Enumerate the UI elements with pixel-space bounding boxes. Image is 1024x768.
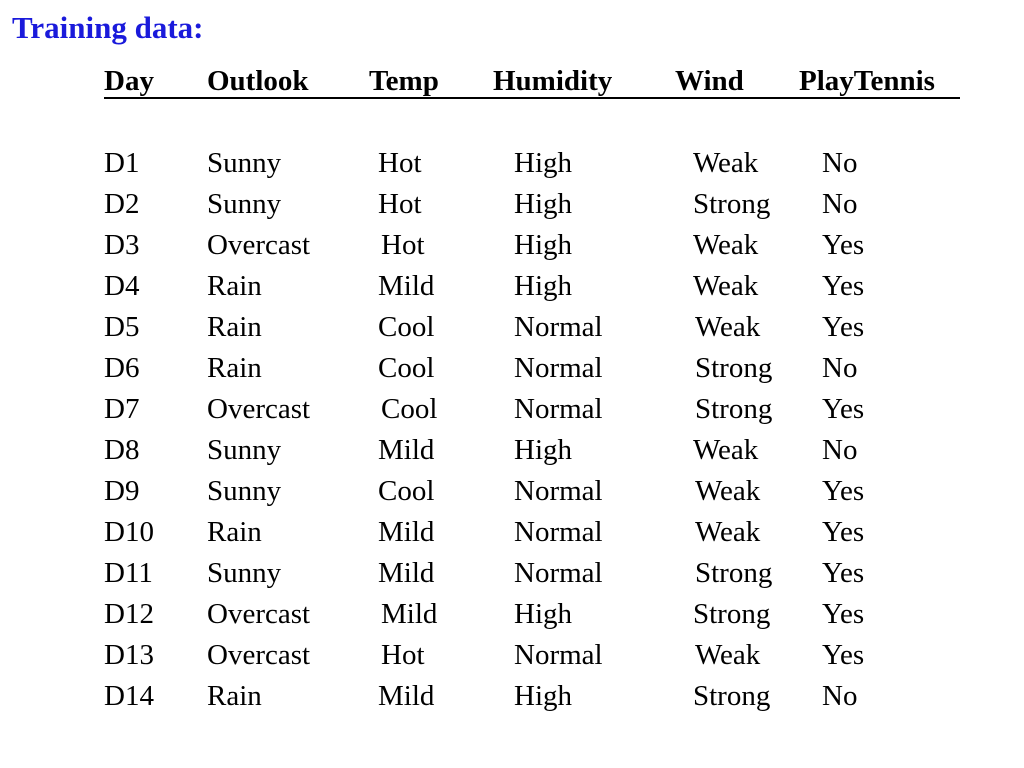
cell-wind: Weak xyxy=(693,434,759,466)
cell-temp: Mild xyxy=(378,557,435,589)
cell-outlook: Rain xyxy=(207,311,262,343)
cell-temp: Cool xyxy=(381,393,438,425)
cell-temp: Hot xyxy=(378,188,422,220)
cell-playtennis: No xyxy=(822,188,858,220)
cell-day: D14 xyxy=(104,680,154,712)
table-row xyxy=(104,184,904,225)
cell-outlook: Sunny xyxy=(207,557,282,589)
column-header-humidity: Humidity xyxy=(493,65,613,97)
cell-humidity: High xyxy=(514,434,572,466)
cell-humidity: High xyxy=(514,147,572,179)
cell-day: D7 xyxy=(104,393,140,425)
cell-playtennis: Yes xyxy=(822,311,865,343)
cell-playtennis: Yes xyxy=(822,598,865,630)
column-header-temp: Temp xyxy=(369,65,439,97)
table-row xyxy=(104,635,904,676)
cell-outlook: Overcast xyxy=(207,393,311,425)
cell-humidity: High xyxy=(514,229,572,261)
cell-day: D3 xyxy=(104,229,140,261)
cell-humidity: High xyxy=(514,270,572,302)
cell-wind: Weak xyxy=(693,270,759,302)
cell-wind: Weak xyxy=(693,229,759,261)
cell-wind: Weak xyxy=(695,516,761,548)
header-underline xyxy=(104,97,960,99)
cell-temp: Hot xyxy=(381,639,425,671)
cell-outlook: Sunny xyxy=(207,434,282,466)
cell-humidity: Normal xyxy=(514,475,603,507)
cell-temp: Mild xyxy=(378,516,435,548)
cell-playtennis: Yes xyxy=(822,516,865,548)
cell-temp: Mild xyxy=(381,598,438,630)
cell-day: D10 xyxy=(104,516,154,548)
cell-temp: Mild xyxy=(378,434,435,466)
cell-wind: Strong xyxy=(695,393,773,425)
cell-day: D1 xyxy=(104,147,140,179)
table-row xyxy=(104,225,904,266)
table-row xyxy=(104,594,904,635)
cell-outlook: Overcast xyxy=(207,229,311,261)
cell-outlook: Sunny xyxy=(207,147,282,179)
cell-outlook: Rain xyxy=(207,680,262,712)
cell-playtennis: Yes xyxy=(822,639,865,671)
cell-outlook: Sunny xyxy=(207,475,282,507)
table-row xyxy=(104,266,904,307)
cell-wind: Weak xyxy=(693,147,759,179)
cell-playtennis: Yes xyxy=(822,557,865,589)
cell-playtennis: No xyxy=(822,352,858,384)
table-row xyxy=(104,307,904,348)
cell-outlook: Rain xyxy=(207,270,262,302)
cell-temp: Mild xyxy=(378,270,435,302)
table-row xyxy=(104,389,904,430)
cell-outlook: Overcast xyxy=(207,598,311,630)
table-row xyxy=(104,430,904,471)
cell-wind: Weak xyxy=(695,639,761,671)
cell-day: D4 xyxy=(104,270,140,302)
cell-temp: Cool xyxy=(378,311,435,343)
cell-temp: Cool xyxy=(378,352,435,384)
cell-day: D12 xyxy=(104,598,154,630)
cell-day: D8 xyxy=(104,434,140,466)
cell-playtennis: Yes xyxy=(822,475,865,507)
cell-humidity: Normal xyxy=(514,311,603,343)
cell-wind: Strong xyxy=(695,352,773,384)
column-header-outlook: Outlook xyxy=(207,65,309,97)
cell-playtennis: No xyxy=(822,434,858,466)
cell-humidity: Normal xyxy=(514,557,603,589)
cell-day: D6 xyxy=(104,352,140,384)
cell-playtennis: Yes xyxy=(822,393,865,425)
page-title: Training data: xyxy=(12,10,204,45)
cell-outlook: Sunny xyxy=(207,188,282,220)
table-row xyxy=(104,143,904,184)
column-header-wind: Wind xyxy=(675,65,744,97)
cell-day: D11 xyxy=(104,557,153,589)
cell-humidity: Normal xyxy=(514,639,603,671)
cell-temp: Cool xyxy=(378,475,435,507)
cell-humidity: High xyxy=(514,598,572,630)
table-row xyxy=(104,512,904,553)
cell-humidity: High xyxy=(514,188,572,220)
column-header-day: Day xyxy=(104,65,154,97)
cell-humidity: Normal xyxy=(514,516,603,548)
cell-wind: Weak xyxy=(695,311,761,343)
cell-outlook: Rain xyxy=(207,516,262,548)
cell-humidity: Normal xyxy=(514,393,603,425)
table-row xyxy=(104,348,904,389)
cell-day: D9 xyxy=(104,475,140,507)
cell-wind: Strong xyxy=(695,557,773,589)
cell-day: D2 xyxy=(104,188,140,220)
cell-day: D13 xyxy=(104,639,154,671)
cell-temp: Hot xyxy=(378,147,422,179)
cell-playtennis: Yes xyxy=(822,270,865,302)
cell-humidity: Normal xyxy=(514,352,603,384)
cell-wind: Strong xyxy=(693,680,771,712)
cell-humidity: High xyxy=(514,680,572,712)
table-row xyxy=(104,553,904,594)
cell-playtennis: Yes xyxy=(822,229,865,261)
cell-outlook: Overcast xyxy=(207,639,311,671)
table-header xyxy=(104,62,960,102)
table-row xyxy=(104,471,904,512)
cell-wind: Strong xyxy=(693,598,771,630)
table-row xyxy=(104,676,904,717)
cell-wind: Strong xyxy=(693,188,771,220)
cell-playtennis: No xyxy=(822,680,858,712)
cell-temp: Hot xyxy=(381,229,425,261)
cell-wind: Weak xyxy=(695,475,761,507)
column-header-playtennis: PlayTennis xyxy=(799,65,935,97)
cell-outlook: Rain xyxy=(207,352,262,384)
cell-day: D5 xyxy=(104,311,140,343)
cell-temp: Mild xyxy=(378,680,435,712)
table-body xyxy=(104,143,904,717)
cell-playtennis: No xyxy=(822,147,858,179)
